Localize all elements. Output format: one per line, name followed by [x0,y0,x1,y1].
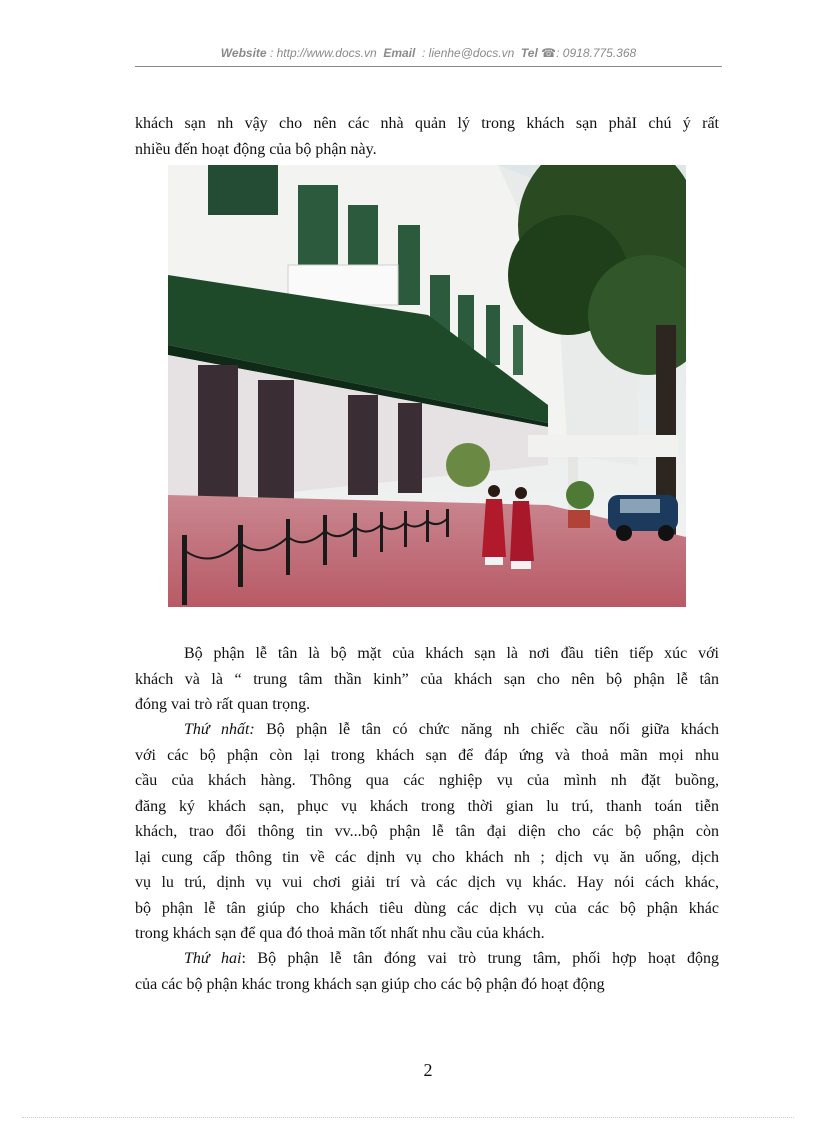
text-line: nhiều đến hoạt động của bộ phận này. [135,140,377,158]
page-header [135,46,722,60]
text-line: lại cung cấp thông tin về các dịnh vụ cho khách nh ; dịch vụ ăn uống, dịch [135,848,719,866]
text-line: khách, trao đổi thông tin vv...bộ phận lễ tân đại diện cho các bộ phận còn [135,823,719,840]
text-line: khách và là “ trung tâm thần kinh” của khách sạn cho nên bộ phận lễ tân [135,670,719,688]
paragraph-1 [135,641,719,718]
text-line: trong khách sạn để qua đó thoả mãn tốt nhất nhu cầu của khách. [135,925,545,942]
text-line: Thứ nhất: Bộ phận lễ tân có chức năng nh chiếc cầu nối giữa khách [184,721,719,738]
footer-rule [22,1117,794,1118]
intro-paragraph [135,111,719,162]
text-line: cầu của khách hàng. Thông qua các nghiệp vụ của mình nh đặt buồng, [135,772,719,789]
text-line: Bộ phận lễ tân là bộ mặt của khách sạn là nơi đầu tiên tiếp xúc với [184,645,719,662]
text-line: khách sạn nh vậy cho nên các nhà quản lý trong khách sạn phảI chú ý rất [135,115,719,132]
text-line: Thứ hai: Bộ phận lễ tân đóng vai trò trung tâm, phối hợp hoạt động [184,950,719,967]
text-line: đóng vai trò rất quan trọng. [135,696,311,713]
paragraph-3 [135,946,719,997]
text-line: với các bộ phận còn lại trong khách sạn để đáp ứng và thoả mãn mọi nhu [135,746,719,764]
text-line: vụ lu trú, dịnh vụ vui chơi giải trí và các dịch vụ khác. Hay nói cách khác, [135,874,719,891]
lead-term: Thứ hai [184,950,242,967]
page-number: 2 [423,1060,433,1080]
lead-term: Thứ nhất: [184,721,255,738]
tel-value: : 0918.775.368 [556,46,637,60]
hotel-photo [168,165,686,607]
paragraph-2 [135,717,719,947]
email-label: Email [383,46,416,60]
email-value: : lienhe@docs.vn [422,46,515,60]
phone-icon: ☎ [541,46,557,60]
tel-label: Tel [520,46,538,60]
website-label: Website [220,46,267,60]
text-line: của các bộ phận khác trong khách sạn giúp cho các bộ phận đó hoạt động [135,975,605,993]
text-line: bộ phận lễ tân giúp cho khách tiêu dùng các dịch vụ của các bộ phận khác [135,899,719,917]
header-rule [135,66,722,67]
text-line: đăng ký khách sạn, phục vụ khách trong thời gian lu trú, thanh toán tiễn [135,797,719,815]
website-value: : http://www.docs.vn [269,46,377,60]
